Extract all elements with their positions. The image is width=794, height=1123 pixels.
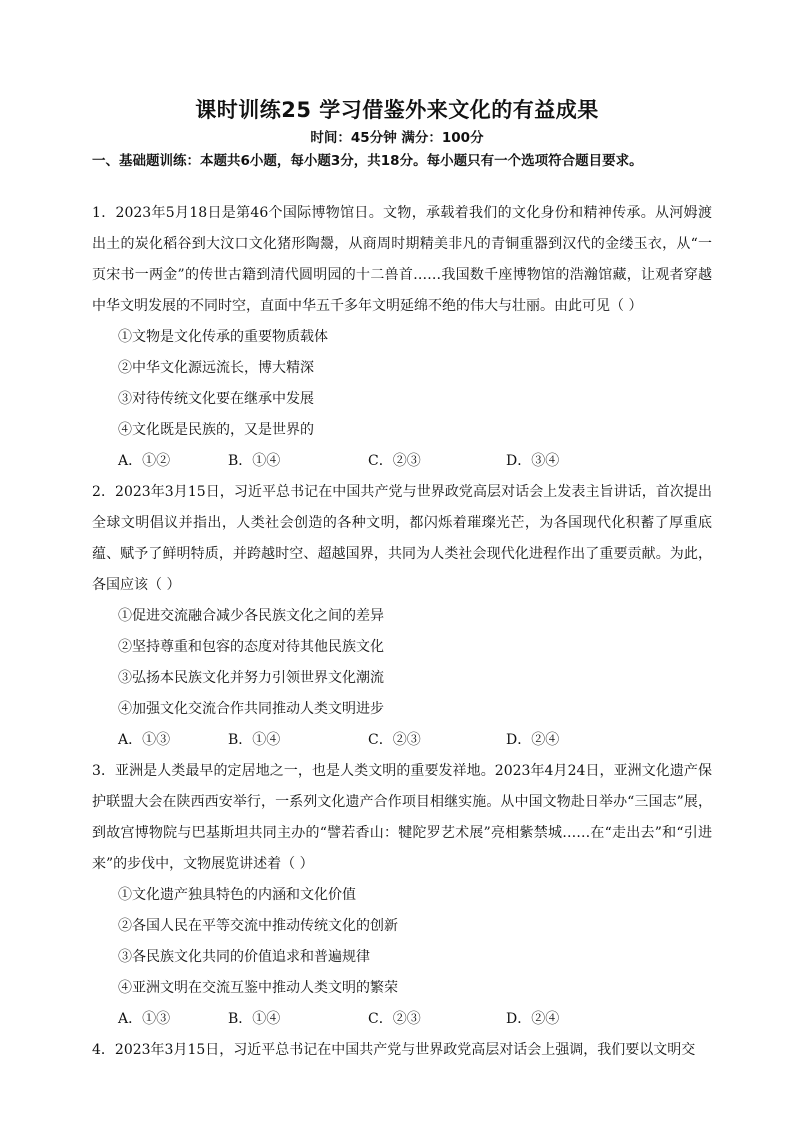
- question-stem: 3．亚洲是人类最早的定居地之一，也是人类文明的重要发祥地。2023年4月24日，亚洲文化遗产保护联盟大会在陕西西安举行，一系列文化遗产合作项目相继实施。从中国文物赴日举办“三国志”展，到故宫博物院与巴基斯坦共同主办的“譬若香山：犍陀罗艺术展”亮相紫禁城……在“走出去”和“引进来”的步伐中，文物展览讲述着（ ）: [92, 763, 712, 872]
- page-title: 课时训练25 学习借鉴外来文化的有益成果: [195, 98, 599, 122]
- question-1: [92, 198, 712, 477]
- choice-c: C．②③: [368, 1011, 421, 1027]
- choice-d: D．③④: [506, 453, 560, 469]
- statement-option: ①文化遗产独具特色的内涵和文化价值: [118, 887, 356, 903]
- question-3: [92, 756, 712, 1035]
- answer-choices: [92, 446, 712, 477]
- question-stem: 2．2023年3月15日，习近平总书记在中国共产党与世界政党高层对话会上发表主旨讲话，首次提出全球文明倡议并指出，人类社会创造的各种文明，都闪烁着璀璨光芒，为各国现代化积蓄了厚重底蕴、赋予了鲜明特质，并跨越时空、超越国界，共同为人类社会现代化进程作出了重要贡献。为此，各国应该（ ）: [92, 484, 712, 593]
- statement-option: ④加强文化交流合作共同推动人类文明进步: [118, 701, 384, 717]
- question-2: [92, 477, 712, 756]
- exam-time-score: 时间：45分钟 满分：100分: [310, 130, 484, 146]
- question-4: [92, 1035, 712, 1066]
- choice-a: A．①③: [118, 1011, 171, 1027]
- answer-choices: [92, 1004, 712, 1035]
- choice-d: D．②④: [506, 732, 560, 748]
- statement-option: ③各民族文化共同的价值追求和普遍规律: [118, 949, 370, 965]
- statement-option: ②中华文化源远流长，博大精深: [118, 360, 314, 376]
- statement-option: ③弘扬本民族文化并努力引领世界文化潮流: [118, 670, 384, 686]
- statement-option: ②各国人民在平等交流中推动传统文化的创新: [118, 918, 398, 934]
- choice-c: C．②③: [368, 453, 421, 469]
- question-stem: 4．2023年3月15日，习近平总书记在中国共产党与世界政党高层对话会上强调，我们要以文明交: [92, 1042, 696, 1058]
- choice-b: B．①④: [228, 453, 281, 469]
- statement-option: ①文物是文化传承的重要物质载体: [118, 329, 328, 345]
- answer-choices: [92, 725, 712, 756]
- choice-c: C．②③: [368, 732, 421, 748]
- question-stem: 1．2023年5月18日是第46个国际博物馆日。文物，承载着我们的文化身份和精神传承。从河姆渡出土的炭化稻谷到大汶口文化猪形陶鬶，从商周时期精美非凡的青铜重器到汉代的金缕玉衣，从“一页宋书一两金”的传世古籍到清代圆明园的十二兽首……我国数千座博物馆的浩瀚馆藏，让观者穿越中华文明发展的不同时空，直面中华五千多年文明延绵不绝的伟大与壮丽。由此可见（ ）: [92, 205, 712, 314]
- question-list: [92, 198, 712, 1066]
- statement-option: ④亚洲文明在交流互鉴中推动人类文明的繁荣: [118, 980, 398, 996]
- choice-b: B．①④: [228, 732, 281, 748]
- statement-option: ④文化既是民族的，又是世界的: [118, 422, 314, 438]
- statement-option: ②坚持尊重和包容的态度对待其他民族文化: [118, 639, 384, 655]
- choice-a: A．①②: [118, 453, 171, 469]
- section-heading: 一、基础题训练：本题共6小题，每小题3分，共18分。每小题只有一个选项符合题目要求。: [92, 153, 643, 169]
- choice-a: A．①③: [118, 732, 171, 748]
- choice-d: D．②④: [506, 1011, 560, 1027]
- statement-option: ③对待传统文化要在继承中发展: [118, 391, 314, 407]
- statement-option: ①促进交流融合减少各民族文化之间的差异: [118, 608, 384, 624]
- choice-b: B．①④: [228, 1011, 281, 1027]
